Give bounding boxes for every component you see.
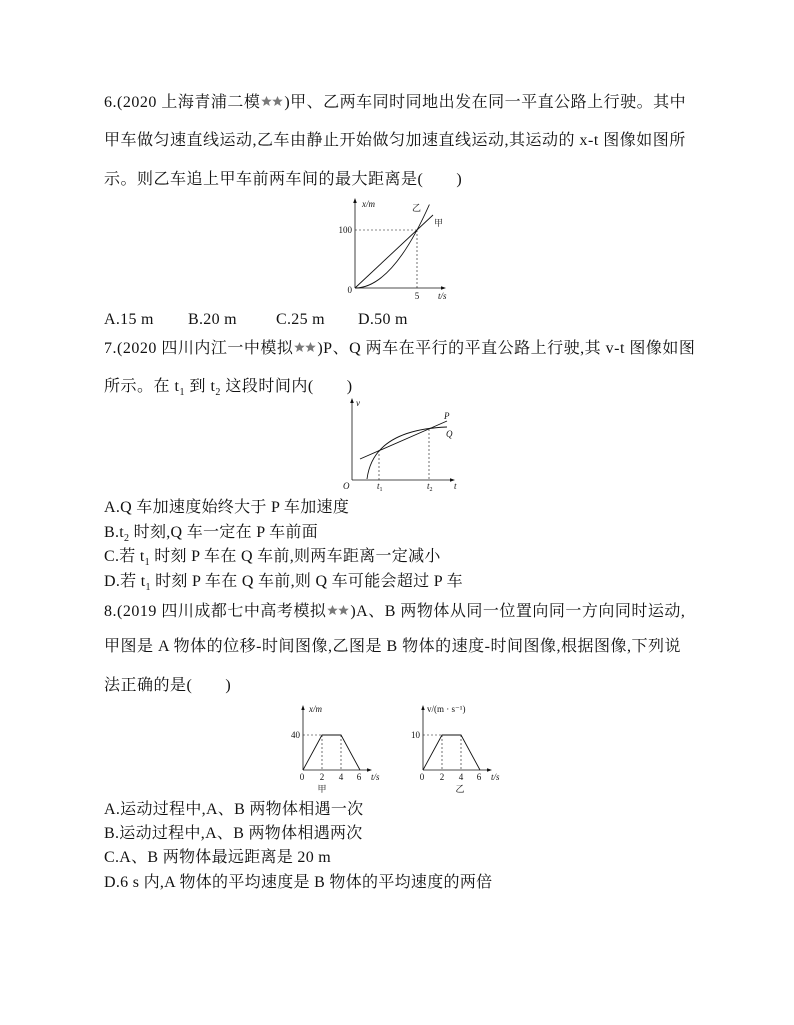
y-axis-label: v/(m · s⁻¹) [427, 704, 466, 714]
option-text: 时刻,Q 车一定在 P 车前面 [129, 524, 319, 541]
origin-label: O [343, 481, 350, 491]
subscript: 1 [144, 557, 150, 568]
curve-jia [355, 215, 433, 288]
q8-graph-jia [280, 700, 392, 796]
q6-stem-line-1 [104, 93, 686, 113]
y-axis-label: x/m [309, 704, 322, 714]
y-axis-label: x/m [362, 199, 375, 209]
q6-stem-line-3: 示。则乙车追上甲车前两车间的最大距离是( ) [104, 171, 463, 188]
figure-caption: 乙 [455, 784, 465, 794]
q6-option-c: C.25 m [276, 311, 325, 328]
two-stars-icon [327, 604, 349, 617]
q7-stem-text: 所示。在 t [104, 378, 180, 395]
x-tick-label: 4 [458, 772, 464, 782]
subscript: 1 [145, 582, 151, 593]
q7-option-b [104, 523, 318, 545]
x-tick-label: 5 [414, 291, 420, 301]
q6-stem-line-2: 甲车做匀速直线运动,乙车由静止开始做匀加速直线运动,其运动的 x-t 图像如图所 [104, 132, 686, 149]
q8-stem-line-2: 甲图是 A 物体的位移-时间图像,乙图是 B 物体的速度-时间图像,根据图像,下列说 [104, 638, 682, 655]
q7-stem-text: 这段时间内( ) [220, 378, 353, 395]
q8-source: 8.(2019 四川成都七中高考模拟 [104, 603, 327, 620]
option-text: 时刻 P 车在 Q 车前,则 Q 车可能会超过 P 车 [150, 573, 463, 590]
figure-caption: 甲 [317, 784, 327, 794]
q7-option-d [104, 572, 463, 594]
curve-yi-label: 乙 [412, 203, 422, 213]
q6-option-b: B.20 m [188, 311, 237, 328]
velocity-curve [423, 735, 480, 770]
t1-var: t [377, 481, 380, 491]
q7-vt-graph [335, 393, 465, 495]
q7-option-c [104, 547, 441, 569]
y-axis-arrow-icon [421, 705, 424, 710]
q8-option-c: C.A、B 两物体最远距离是 20 m [104, 849, 332, 866]
q6-source: 6.(2020 上海青浦二模 [104, 94, 261, 111]
q7-source: 7.(2020 四川内江一中模拟 [104, 340, 294, 357]
curve-p-label: P [444, 411, 450, 421]
y-tick-label: 40 [291, 730, 300, 740]
t2-label [427, 481, 433, 493]
q7-stem-line-2 [104, 377, 353, 399]
x-axis-label: t/s [371, 772, 380, 782]
x-tick-label: 6 [476, 772, 482, 782]
q7-stem-line-1 [104, 339, 695, 359]
q7-stem-text: 到 t [184, 378, 216, 395]
y-axis-label: v [356, 398, 360, 408]
q8-option-b: B.运动过程中,A、B 两物体相遇两次 [104, 825, 363, 842]
q6-option-d: D.50 m [358, 311, 408, 328]
subscript: 2 [124, 533, 130, 544]
option-text: 时刻 P 车在 Q 车前,则两车距离一定减小 [149, 548, 441, 565]
subscript: 1 [179, 387, 185, 398]
t2-sub: 2 [429, 487, 433, 493]
q6-stem-text: )甲、乙两车同时同地出发在同一平直公路上行驶。其中 [284, 94, 687, 111]
curve-p [360, 421, 447, 459]
q8-graph-yi [400, 700, 512, 796]
x-tick-label: 0 [299, 772, 305, 782]
q8-stem-line-3: 法正确的是( ) [104, 677, 232, 694]
x-tick-label: 2 [439, 772, 445, 782]
t1-label [377, 481, 383, 493]
y-axis-arrow-icon [301, 705, 304, 710]
x-tick-label: 2 [319, 772, 325, 782]
displacement-curve [303, 735, 360, 770]
curve-q-label: Q [446, 429, 453, 439]
curve-jia-label: 甲 [434, 218, 444, 228]
t1-sub: 1 [379, 487, 383, 493]
q8-option-d: D.6 s 内,A 物体的平均速度是 B 物体的平均速度的两倍 [104, 874, 493, 891]
q7-stem-text: )P、Q 两车在平行的平直公路上行驶,其 v-t 图像如图 [317, 340, 696, 357]
y-tick-label: 100 [338, 225, 352, 235]
x-tick-label: 0 [419, 772, 425, 782]
q6-option-a: A.15 m [104, 311, 154, 328]
y-axis-arrow-icon [350, 398, 354, 403]
option-text: B.t [104, 524, 125, 541]
x-axis-arrow-icon [441, 286, 446, 290]
x-axis-label: t/s [438, 291, 447, 301]
y-axis-arrow-icon [353, 198, 357, 203]
option-text: C.若 t [104, 548, 145, 565]
q7-option-a: A.Q 车加速度始终大于 P 车加速度 [104, 499, 350, 516]
two-stars-icon [294, 341, 316, 354]
y-tick-label: 10 [411, 730, 420, 740]
x-axis-label: t/s [491, 772, 500, 782]
x-axis-label: t [454, 481, 457, 491]
q8-stem-text: )A、B 两物体从同一位置向同一方向同时运动, [350, 603, 686, 620]
q6-xt-graph [330, 195, 460, 305]
curve-yi [355, 205, 429, 289]
q8-option-a: A.运动过程中,A、B 两物体相遇一次 [104, 801, 364, 818]
origin-label: 0 [347, 285, 352, 295]
two-stars-icon [261, 95, 283, 108]
subscript: 2 [215, 387, 221, 398]
x-tick-label: 4 [338, 772, 344, 782]
q8-stem-line-1 [104, 602, 685, 622]
x-tick-label: 6 [356, 772, 362, 782]
t2-var: t [427, 481, 430, 491]
option-text: D.若 t [104, 573, 146, 590]
